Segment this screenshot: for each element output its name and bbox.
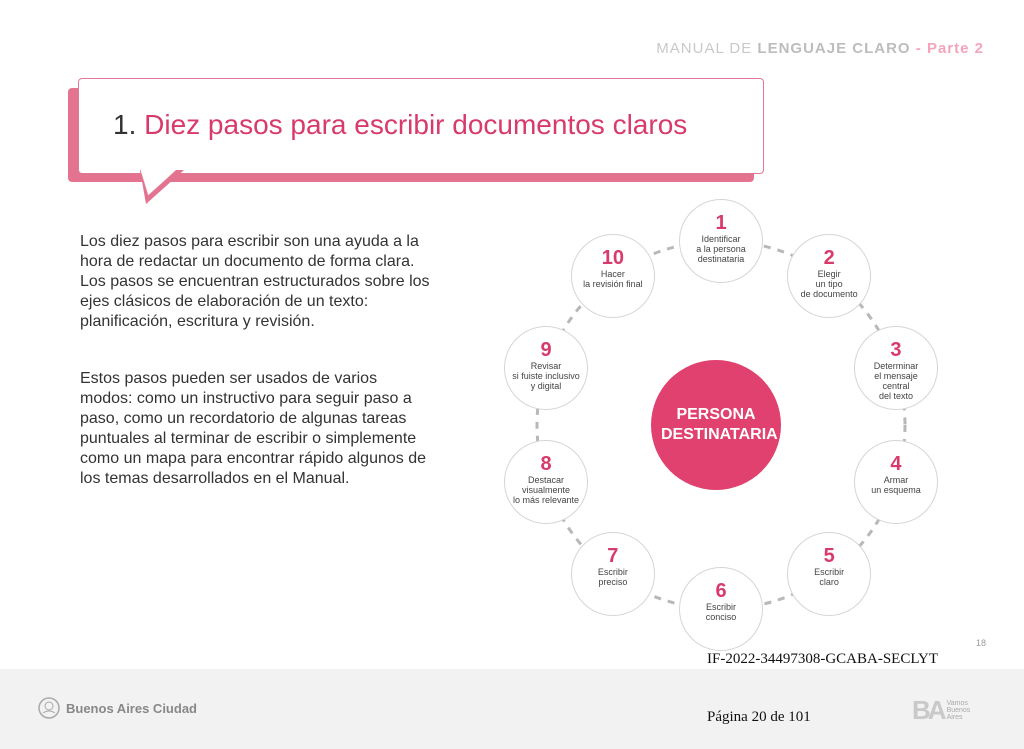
step-label-line: Escribir (705, 602, 736, 612)
step-label-line: visualmente (521, 484, 571, 495)
step-label-line: el mensaje (874, 371, 918, 382)
step-label-line: preciso (598, 576, 628, 587)
step-number: 1 (715, 212, 727, 234)
step-label-line: Escribir (597, 566, 628, 577)
step-label-line: un esquema (871, 484, 921, 495)
step-label-line: Elegir (817, 269, 841, 280)
step-label-line: a la persona (696, 244, 746, 254)
ba-tagline-line: Vamos (946, 700, 968, 707)
step-number: 5 (823, 544, 835, 567)
step-node-8 (504, 440, 588, 524)
step-node-1 (679, 199, 763, 283)
step-node-7 (571, 532, 655, 616)
header-sep: - (915, 40, 922, 57)
step-label-line: Destacar (527, 474, 564, 485)
document-id: IF-2022-34497308-GCABA-SECLYT (707, 651, 938, 667)
city-seal-icon (38, 697, 60, 719)
step-label-line: Identificar (701, 234, 741, 244)
step-label-line: un tipo (815, 279, 843, 290)
step-label-line: Determinar (873, 361, 919, 372)
step-label-line: conciso (705, 612, 737, 622)
step-number: 7 (607, 544, 619, 567)
step-label-line: Revisar (530, 361, 562, 372)
step-node-5 (787, 532, 871, 616)
step-number: 8 (540, 452, 552, 475)
step-number: 6 (715, 580, 727, 602)
center-label: PERSONA DESTINATARIA (661, 406, 778, 443)
page-number: 18 (976, 638, 987, 648)
usage-paragraph: Estos pasos pueden ser usados de varios modos: como un instructivo para seguir paso a paso, como un recordatorio de algunas tareas puntuales al terminar de escribir o simplemente como un mapa para encontrar rápido algunos de los temas desarrollados en el Manual. (80, 370, 426, 487)
step-label-line: claro (819, 576, 839, 587)
ba-tagline-line: Buenos (946, 707, 971, 714)
header-part: Parte 2 (926, 40, 984, 57)
intro-paragraph: Los diez pasos para escribir son una ayuda a la hora de redactar un documento de forma clara. Los pasos se encuentran estructurados sobre los ejes clásicos de elaboración de un texto: planificación, escritura y revisión. (80, 233, 430, 330)
step-number: 10 (601, 247, 624, 270)
step-label-line: Armar (883, 474, 909, 485)
step-node-4 (854, 440, 938, 524)
step-label-line: lo más relevante (512, 494, 580, 505)
step-label-line: la revisión final (583, 279, 643, 290)
step-label-line: y digital (530, 381, 562, 392)
ba-logo (912, 695, 970, 726)
footer-logo (38, 697, 197, 719)
header-manual: MANUAL DE (656, 40, 753, 57)
step-node-10 (571, 234, 655, 318)
section-title-number: 1. (113, 109, 137, 140)
header-title: LENGUAJE CLARO (757, 40, 911, 57)
step-label-line: Escribir (814, 566, 845, 577)
ba-tagline (947, 700, 971, 721)
footer-page: Página 20 de 101 (707, 709, 811, 725)
step-node-3 (854, 326, 938, 410)
step-label-line: central (882, 381, 910, 392)
step-number: 2 (823, 247, 835, 270)
step-label-line: del texto (878, 391, 913, 402)
step-label-line: de documento (800, 289, 858, 300)
step-number: 9 (540, 339, 552, 362)
section-title-text: Diez pasos para escribir documentos claros (144, 109, 688, 140)
footer-logo-text: Buenos Aires Ciudad (66, 700, 197, 716)
step-number: 4 (890, 452, 902, 475)
step-node-6 (679, 567, 763, 651)
ba-tagline-line: Aires (946, 714, 963, 721)
step-node-9 (504, 326, 588, 410)
footer (0, 669, 1024, 749)
step-node-2 (787, 234, 871, 318)
step-label-line: destinataria (697, 254, 745, 264)
ba-mark: BA (912, 695, 944, 725)
center-circle (651, 360, 781, 490)
step-label-line: Hacer (600, 269, 625, 280)
step-label-line: si fuiste inclusivo (512, 371, 580, 382)
step-number: 3 (890, 339, 902, 362)
